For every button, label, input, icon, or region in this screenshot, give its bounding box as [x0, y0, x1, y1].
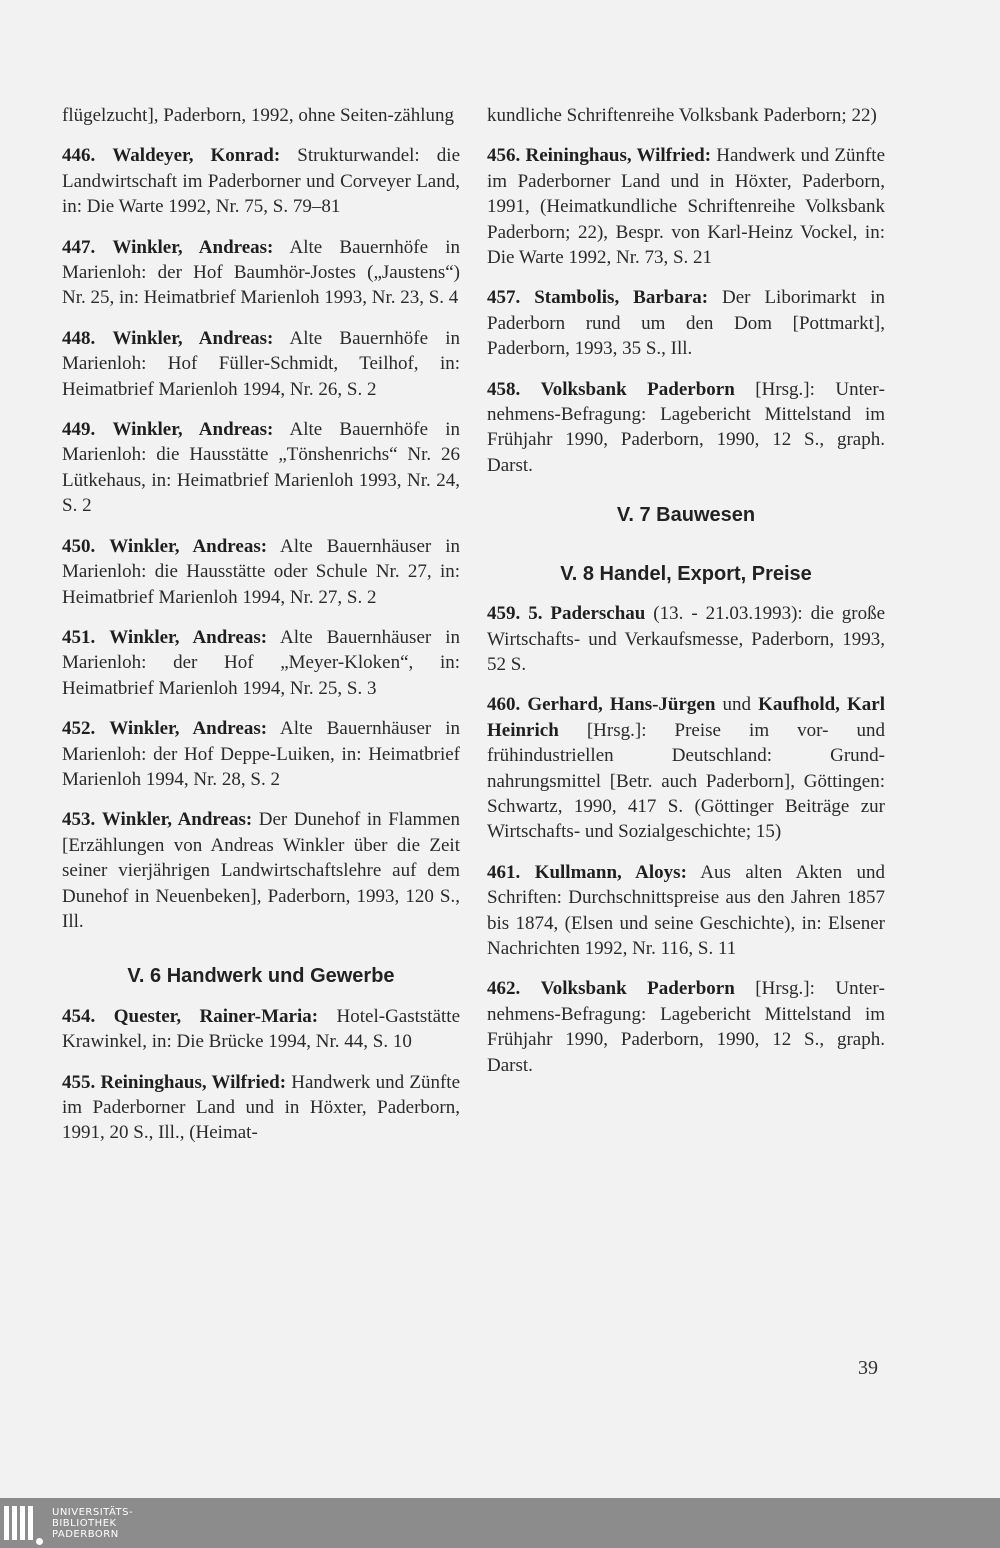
bib-entry-450 — [62, 534, 460, 610]
bib-entry-451 — [62, 625, 460, 701]
entry-author: Winkler, Andreas: — [109, 718, 268, 740]
entry-number: 451. — [62, 626, 96, 648]
entry-text: Alte Bauernhäuser in Marienloh: der Hof Deppe-Luiken, in: Heimatbrief Marienloh 1994, Nr. 28, S. 2 — [62, 718, 460, 790]
entry-text: kundliche Schriftenreihe Volksbank Paderborn; 22) — [487, 105, 877, 126]
bib-entry-447 — [62, 235, 460, 311]
entry-text: Handwerk und Zünfte im Paderborner Land und in Höxter, Paderborn, 1991, 20 S., Ill., (Heimat- — [62, 1071, 460, 1144]
entry-number: 458. — [487, 378, 521, 400]
bib-entry-455 — [62, 1070, 460, 1146]
entry-author: Quester, Rainer-Maria: — [113, 1005, 319, 1027]
continued-entry — [487, 103, 885, 128]
library-logo-text — [52, 1507, 133, 1540]
entry-number: 459. — [487, 603, 521, 625]
entry-author: Reininghaus, Wilfried: — [525, 145, 712, 167]
entry-text: Strukturwandel: die Landwirtschaft im Paderborner und Corveyer Land, in: Die Warte 1992, Nr. 75, S. 79–81 — [62, 145, 461, 218]
entry-author: Kullmann, Aloys: — [534, 861, 687, 883]
entry-text: (13. - 21.03.1993): die große Wirtschafts- und Verkaufsmesse, Paderborn, 1993, 52 S. — [487, 603, 886, 675]
section-heading: V. 6 Handwerk und Gewerbe — [127, 965, 395, 988]
section-heading-handel: V. 8 Handel, Export, Preise — [560, 562, 812, 585]
entry-number: 461. — [487, 861, 521, 883]
entry-author: Gerhard, Hans-Jürgen — [527, 694, 716, 716]
entry-author: Winkler, Andreas: — [112, 419, 274, 441]
entry-number: 448. — [62, 327, 96, 349]
entry-connector: und — [715, 694, 759, 716]
entry-author: Stambolis, Barbara: — [534, 287, 709, 309]
bib-entry-456 — [487, 143, 885, 270]
bib-entry-459 — [487, 601, 885, 677]
entry-number: 450. — [62, 535, 96, 557]
library-bars-icon — [4, 1506, 33, 1540]
library-footer-bar — [0, 1498, 1000, 1548]
continued-entry — [62, 103, 460, 128]
right-column — [487, 103, 885, 1093]
entry-author: Reininghaus, Wilfried: — [100, 1071, 287, 1093]
bib-entry-461 — [487, 860, 885, 962]
entry-author: Winkler, Andreas: — [101, 809, 253, 831]
entry-text: [Hrsg.]: Unternehmens-Befragung: Lagebericht Mittelstand im Frühjahr 1990, Paderborn, 1990, 12 S., graph. Darst. — [487, 978, 885, 1076]
entry-author: Volksbank Paderborn — [540, 978, 735, 1000]
entry-number: 449. — [62, 419, 96, 441]
left-column — [62, 103, 460, 1161]
entry-author: Winkler, Andreas: — [109, 626, 268, 648]
logo-line-1: UNIVERSITÄTS- — [52, 1507, 134, 1518]
entry-author: Winkler, Andreas: — [112, 236, 274, 258]
bib-entry-452 — [62, 716, 460, 792]
entry-text: Alte Bauernhäuser in Marienloh: die Hausstätte oder Schule Nr. 27, in: Heimatbrief Marienloh 1994, Nr. 27, S. 2 — [62, 535, 460, 608]
entry-text: [Hrsg.]: Preise im vor- und frühindustriellen Deutschland: Grundnahrungsmittel [Betr. auch Paderborn], Göttingen: Schwartz, 1990, 417 S. (Göttinger Beiträge zur Wirtschafts- und Sozialgeschichte; 15) — [487, 719, 885, 843]
entry-text: [Hrsg.]: Unternehmens-Befragung: Lagebericht Mittelstand im Frühjahr 1990, Paderborn, 1990, 12 S., graph. Darst. — [487, 378, 885, 476]
entry-text: flügelzucht], Paderborn, 1992, ohne Seiten-zählung — [62, 105, 455, 126]
logo-dot-icon — [36, 1538, 43, 1545]
entry-author: 5. Paderschau — [528, 603, 646, 625]
entry-number: 455. — [62, 1071, 96, 1093]
section-heading-bauwesen: V. 7 Bauwesen — [616, 504, 756, 527]
entry-author: Winkler, Andreas: — [109, 535, 268, 557]
entry-text: Alte Bauernhöfe in Marienloh: Hof Füller-Schmidt, Teilhof, in: Heimatbrief Marienloh 1994, Nr. 26, S. 2 — [62, 327, 460, 400]
entry-text: Handwerk und Zünfte im Paderborner Land und in Höxter, Paderborn, 1991, (Heimatkundliche Schriftenreihe Volksbank Paderborn; 22), Bespr. von Karl-Heinz Vockel, in: Die Warte 1992, Nr. 73, S. 21 — [487, 145, 885, 269]
bib-entry-458 — [487, 377, 885, 479]
entry-text: Alte Bauernhäuser in Marienloh: der Hof „Meyer-Kloken“, in: Heimatbrief Marienloh 1994, Nr. 25, S. 3 — [62, 626, 460, 699]
bib-entry-446 — [62, 143, 460, 219]
logo-line-3: PADERBORN — [52, 1529, 119, 1540]
page-number: 39 — [858, 1357, 878, 1379]
entry-text: Der Dunehof in Flammen [Erzählungen von Andreas Winkler über die Zeit seiner vierjährigen Landwirtschaftslehre auf dem Dunehof in Neuenbeken], Paderborn, 1993, 120 S., Ill. — [62, 809, 461, 932]
entry-number: 456. — [487, 145, 521, 167]
bib-entry-448 — [62, 326, 460, 402]
bib-entry-462 — [487, 976, 885, 1078]
entry-number: 460. — [487, 694, 521, 716]
bib-entry-453 — [62, 807, 460, 934]
entry-number: 447. — [62, 236, 96, 258]
entry-number: 457. — [487, 287, 521, 309]
entry-author: Waldeyer, Konrad: — [112, 145, 281, 167]
entry-text: Aus alten Akten und Schriften: Durchschnittspreise aus den Jahren 1857 bis 1874, (Elsen und seine Geschichte), in: Elsener Nachrichten 1992, Nr. 116, S. 11 — [487, 861, 885, 959]
entry-text: Der Liborimarkt in Paderborn rund um den Dom [Pottmarkt], Paderborn, 1993, 35 S., Ill. — [487, 287, 885, 360]
bib-entry-460 — [487, 692, 885, 844]
bib-entry-457 — [487, 285, 885, 361]
entry-author: Volksbank Paderborn — [540, 378, 735, 400]
entry-author-2: Kaufhold, Karl Heinrich — [487, 694, 885, 741]
entry-number: 454. — [62, 1005, 96, 1027]
entry-text: Alte Bauernhöfe in Marienloh: die Hausstätte „Tönshenrichs“ Nr. 26 Lütkehaus, in: Heimatbrief Marienloh 1993, Nr. 24, S. 2 — [62, 419, 460, 517]
entry-author: Winkler, Andreas: — [112, 327, 274, 349]
entry-text: Alte Bauernhöfe in Marienloh: der Hof Baumhör-Jostes („Jaustens“) Nr. 25, in: Heimatbrief Marienloh 1993, Nr. 23, S. 4 — [62, 236, 460, 309]
logo-line-2: BIBLIOTHEK — [52, 1518, 117, 1529]
entry-number: 446. — [62, 145, 96, 167]
entry-text: Hotel-Gaststätte Krawinkel, in: Die Brücke 1994, Nr. 44, S. 10 — [62, 1005, 460, 1053]
bib-entry-454 — [62, 1004, 460, 1055]
bib-entry-449 — [62, 417, 460, 519]
entry-number: 462. — [487, 978, 521, 1000]
entry-number: 453. — [62, 809, 96, 831]
entry-number: 452. — [62, 718, 96, 740]
